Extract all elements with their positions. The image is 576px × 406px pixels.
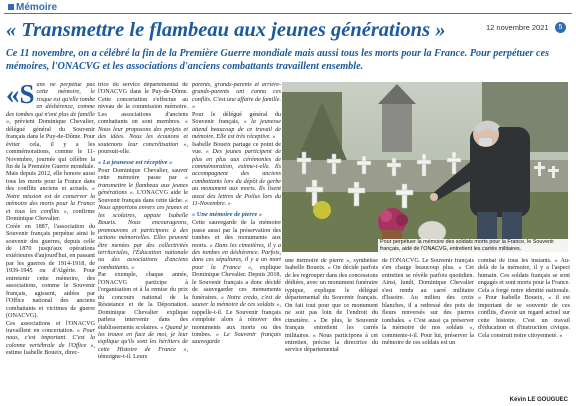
quote: « Dans les cimetières, il y a des tombes en déshérence. Parfois, dans ces sépultures, il y a un mort pour la France », bbox=[192, 242, 281, 271]
article-column-1 bbox=[6, 82, 95, 400]
quote: « Pour nous, c'est important. C'est la colonne vertébrale de l'Office », bbox=[6, 327, 95, 349]
quote: « Nous apportons envers ces jeunes et les scolaires, appuie Isabelle Boueix. Nous encourageons, promouvons et participons à des actions mémorielles. Elles peuvent être menées par des collectivités territoriales, l'Éducation nationale ou des associations d'anciens combattants. » bbox=[98, 197, 188, 271]
paragraph bbox=[192, 112, 281, 142]
text: témoigne-t-il. Leurs bbox=[98, 354, 148, 361]
text: Cette sauvegarde de la mémoire passe aussi par la préservation des tombes et des monuments aux morts. bbox=[192, 220, 281, 249]
paragraph bbox=[98, 168, 188, 272]
paragraph bbox=[192, 220, 281, 347]
quote: « Notre credo, c'est de sauver la mémoire de ces soldats », bbox=[192, 294, 281, 309]
quote: « Des jeunes participent de plus en plus aux cérémonies de commémoration, estime-t-elle. Ils accompagnent des anciens combattants lors du dépôt de gerbe au monument aux morts. Ils lisent aussi des lettres de Poilus lors du 11-Novembre. » bbox=[192, 149, 281, 208]
section-marker-icon bbox=[8, 4, 14, 10]
text: poursuit-elle. bbox=[98, 149, 131, 156]
article-column-6 bbox=[478, 258, 570, 400]
quote: ans ne perpétue pas cette mémoire, le risque est qu'elle tombe en déshérence, comme des tombes qui n'ont plus de famille », bbox=[6, 82, 95, 126]
article-column-3 bbox=[192, 82, 281, 400]
text: Ces associations et l'ONACVG travaillent en concertation. bbox=[6, 320, 95, 334]
subheading: « Une mémoire de pierre » bbox=[192, 210, 263, 218]
paragraph: une mémoire de pierre », synthétise Isabelle Boueix. « On décide parfois de les regrouper dans des concessions dédiées, avec un monument funéraire typique, explique le délégué départemental du Souvenir français. On fait tout pour que ce monument ne soit pas loin de l'endroit du cimetière. » De plus, le Souvenir français entretient les carrés militaires. « Nous participons à cet entretien, précise la directrice du service départemental bbox=[285, 258, 378, 354]
section-header bbox=[4, 2, 572, 14]
text: explique Dominique Chevalier. Depuis 2018, le Souvenir français a donc décidé de sauvegarder ces monuments funéraires. bbox=[192, 264, 281, 301]
page-number-badge: 5 bbox=[555, 22, 566, 33]
text: Par exemple, chaque année, l'ONACVG participe à l'organisation et à la remise du prix du concours national de la Résistance et de la Déportation. Dominique Chevalier explique parlera intervenir dans des établissements scolaires. bbox=[98, 272, 188, 331]
article-column-4 bbox=[285, 258, 378, 400]
paragraph: Créée en 1887, l'association du Souvenir français perpétue ainsi le souvenir des guerres, depuis celle de 1870 jusqu'aux opérations extérieures d'aujourd'hui, en passant par les guerres de 1914-1918, de 1939-1945 ou d'Algérie. Pour entretenir cette mémoire, des associations, comme le Souvenir français, agissent, aidées par l'Office national des anciens combattants et victimes de guerre (ONACVG). bbox=[6, 223, 95, 320]
text: L'ONACVG aide le Souvenir français dans cette tâche. bbox=[98, 190, 188, 204]
paragraph bbox=[98, 82, 188, 157]
article-column-5 bbox=[382, 258, 474, 400]
paragraph: de l'ONACVG. Le Souvenir français s'en charge beaucoup plus. » Cet entretien se révèle parfois quotidien. Ainsi, lundi, Dominique Chevalier s'est rendu au carré militaire d'Issoire. Au milieu des croix blanches, il a redressé des pots de fleurs renversés sur des pierres tombales. « C'est aussi ça préserver la mémoire de nos soldats », commente-t-il. Pour lui, préserver la mémoire de ces soldats est un bbox=[382, 258, 474, 346]
article-photo bbox=[282, 82, 568, 252]
paragraph bbox=[192, 82, 281, 112]
quote: « Quand je les trouve en face de moi, je leur explique qu'ils sont les héritiers de cette Histoire de France », bbox=[98, 324, 188, 353]
text: trice du service départemental de l'ONACVG dans le Puy-de-Dôme. Cette concertation s'effectue au niveau de la commission mémoire. Les associations d'anciens combattants en sont membres. bbox=[98, 82, 188, 126]
standfirst: Ce 11 novembre, on a célébré la fin de la Première Guerre mondiale mais aussi tous les morts pour la France. Pour perpétuer ces mémoires, l'ONACVG et les associations d'anciens combattants travaillent ensemble. bbox=[6, 48, 550, 72]
paragraph bbox=[192, 142, 281, 209]
cemetery-photo-icon bbox=[282, 82, 568, 252]
quote: « la jeunesse attend beaucoup de ce travail de mémoire. Elle est très réceptive. » bbox=[192, 119, 281, 141]
quote: « transmettre le flambeau aux jeunes générations ». bbox=[98, 175, 188, 197]
drop-cap: «S bbox=[6, 82, 35, 109]
paragraph bbox=[6, 82, 95, 224]
author-credit: Kévin LE GOUGUEC bbox=[509, 397, 568, 403]
publication-date: 12 novembre 2021 bbox=[486, 23, 549, 32]
headline: « Transmettre le flambeau aux jeunes générations » bbox=[6, 19, 446, 41]
paragraph bbox=[98, 272, 188, 361]
section-label: Mémoire bbox=[16, 2, 58, 13]
quote: « Notre mission est de conserver la mémoire des morts pour la France et tous les conflits », bbox=[6, 186, 95, 215]
article-column-2 bbox=[98, 82, 188, 400]
text: prévient Dominique Chevalier, délégué général du Souvenir français dans le Puy-de-Dôme. Pour éviter cela, il y a les commémorations, comme le 11-Novembre, journée qui célèbre la fin de la Première Guerre mondiale. Mais depuis 2012, elle honore aussi tous les morts pour la France dans des conflits anciens et actuels. bbox=[6, 119, 95, 193]
text: confirme Dominique Chevalier. bbox=[6, 208, 95, 223]
text: rappelle-t-il. Le Souvenir français s'emploie alors à rénover des monuments aux morts ou des tombes. bbox=[192, 309, 281, 338]
paragraph bbox=[6, 321, 95, 358]
quote: « Nous leur proposons des projets et des idées. Nous les écoutons et soutenons leur concrétisation », bbox=[98, 119, 188, 148]
text: Pour le délégué général du Souvenir français, bbox=[192, 111, 281, 126]
subheading: « La jeunesse est réceptive » bbox=[98, 158, 173, 166]
text: Isabelle Boueix partage ce point de vue. bbox=[192, 141, 281, 156]
quote: « Le Souvenir français sauvegarde bbox=[192, 331, 281, 346]
text: Pour Dominique Chevalier, sauver cette mémoire passe par bbox=[98, 167, 188, 182]
text: estime Isabelle Boueix, direc- bbox=[6, 350, 80, 357]
quote: parents, grands-parents et arrière-grands-parents ont connu ces conflits. C'est une affaire de famille. » bbox=[192, 82, 281, 111]
paragraph: combat de tous les instants. « Au-delà de la mémoire, il y a l'aspect humain. Ces soldats français se sont engagés et sont morts pour la France. Cela a forgé notre identité nationale. » Pour Isabelle Boueix, « il est important de se souvenir de ces conflits, d'avoir un regard actuel sur cette histoire. C'est un travail d'éducation et d'instruction civique. Cela construit notre citoyenneté. » bbox=[478, 258, 570, 339]
photo-caption: Pour perpétuer la mémoire des soldats morts pour la France, le Souvenir français, aidé de l'ONACVG, entretient les carrés militaires. bbox=[378, 239, 568, 253]
